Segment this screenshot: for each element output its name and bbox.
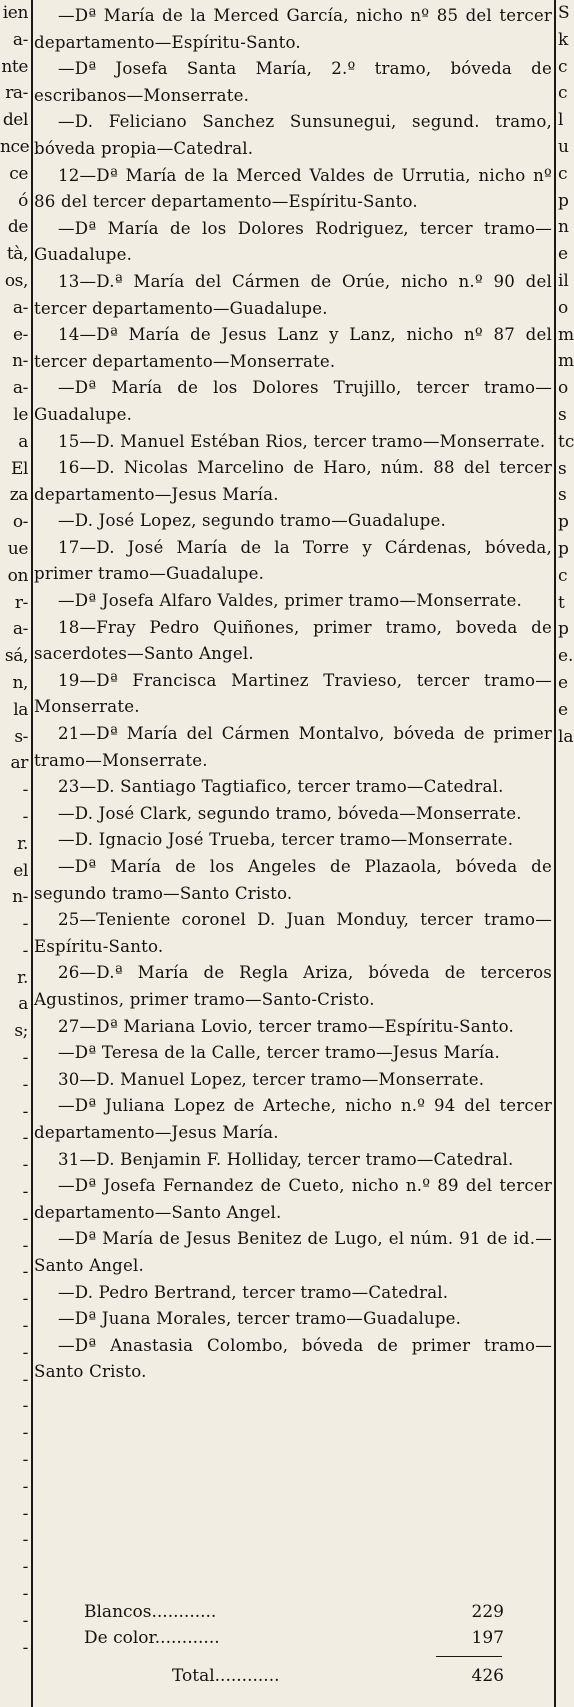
- right-fragment-line: n: [558, 217, 569, 238]
- burial-entry: 18—Fray Pedro Quiñones, primer tramo, boveda de sacerdotes—Santo Angel.: [34, 617, 552, 664]
- left-fragment-line: ien: [2, 3, 28, 23]
- burial-entry: —D. José Clark, segundo tramo, bóveda—Monserrate.: [58, 803, 522, 823]
- left-fragment-line: sá,: [4, 646, 28, 667]
- burial-entry: —Dª María de los Dolores Trujillo, tercer tramo—Guadalupe.: [34, 378, 552, 424]
- right-fragment-line: o: [558, 297, 569, 318]
- totals-table: [34, 1602, 552, 1686]
- left-fragment-line: on: [7, 565, 28, 586]
- left-fragment-line: a-: [12, 378, 28, 399]
- column-rule-right: [554, 0, 556, 1707]
- left-fragment-line: nce: [0, 136, 30, 157]
- burial-entry: —D. Pedro Bertrand, tercer tramo—Catedral.: [58, 1282, 449, 1302]
- left-fragment-line: -: [22, 1128, 28, 1149]
- left-fragment-line: -: [22, 1155, 28, 1176]
- burial-entry: 14—Dª María de Jesus Lanz y Lanz, nicho nº 87 del tercer departamento—Monserrate.: [34, 325, 552, 371]
- left-fragment-line: -: [22, 1048, 28, 1069]
- burial-entry: —Dª María de los Dolores Rodriguez, tercer tramo—Guadalupe.: [34, 218, 552, 265]
- left-fragment-line: e-: [12, 324, 28, 345]
- left-fragment-line: r.: [17, 833, 28, 854]
- burial-entry: —D. Feliciano Sanchez Sunsunegui, segund. tramo, bóveda propia—Catedral.: [34, 112, 552, 158]
- left-fragment-line: -: [22, 1584, 28, 1605]
- left-fragment-line: a-: [12, 619, 28, 640]
- right-fragment-line: o: [558, 378, 569, 399]
- left-fragment-line: -: [22, 1289, 28, 1310]
- right-fragment-line: s: [558, 458, 567, 479]
- left-fragment-line: r-: [14, 592, 28, 613]
- burial-entry: 23—D. Santiago Tagtiafico, tercer tramo—Catedral.: [58, 777, 504, 797]
- left-fragment-line: -: [22, 1208, 28, 1229]
- left-fragment-line: os,: [4, 270, 28, 291]
- burial-entry: —Dª María de los Angeles de Plazaola, bóveda de segundo tramo—Santo Cristo.: [34, 857, 552, 903]
- left-fragment-line: del: [2, 110, 28, 131]
- burial-entry: —Dª Josefa Santa María, 2.º tramo, bóveda de escribanos—Monserrate.: [34, 59, 552, 105]
- burial-entry: —Dª María de la Merced García, nicho nº 85 del tercer departamento—Espíritu-Santo.: [34, 6, 552, 52]
- left-fragment-line: El: [10, 458, 28, 479]
- burial-entry: 31—D. Benjamin F. Holliday, tercer tramo—Catedral.: [58, 1149, 514, 1169]
- burial-entry: —D. José Lopez, segundo tramo—Guadalupe.: [58, 511, 446, 531]
- totals-row-blancos: [34, 1602, 552, 1628]
- left-fragment-line: -: [22, 780, 28, 801]
- burial-entry: 12—Dª María de la Merced Valdes de Urrutia, nicho nº 86 del tercer departamento—Espíritu-Santo.: [34, 165, 552, 212]
- right-fragment-line: m: [558, 351, 574, 372]
- right-fragment-line: l: [558, 110, 564, 131]
- totals-row-color: [34, 1628, 552, 1654]
- right-fragment-line: t: [558, 592, 565, 613]
- burial-entry: 26—D.ª María de Regla Ariza, bóveda de terceros Agustinos, primer tramo—Santo-Cristo.: [34, 963, 552, 1009]
- burial-entry: 15—D. Manuel Estéban Rios, tercer tramo—Monserrate.: [58, 431, 546, 451]
- totals-row-total: [34, 1666, 552, 1692]
- left-fragment-line: -: [22, 1530, 28, 1551]
- left-fragment-line: -: [22, 1423, 28, 1444]
- left-fragment-line: nte: [1, 56, 28, 77]
- right-fragment-line: c: [558, 163, 568, 184]
- left-fragment-line: a-: [12, 29, 28, 50]
- totals-value-blancos: 229: [471, 1602, 504, 1622]
- left-fragment-line: ra-: [5, 83, 28, 104]
- right-fragment-line: p: [558, 619, 569, 640]
- left-fragment-line: tà,: [6, 244, 28, 265]
- burial-entry: —Dª Teresa de la Calle, tercer tramo—Jesus María.: [58, 1043, 500, 1063]
- right-fragment-line: c: [558, 565, 568, 586]
- right-fragment-line: S: [558, 3, 570, 23]
- right-fragment-line: p: [558, 190, 569, 211]
- left-fragment-line: -: [22, 914, 28, 935]
- left-fragment-line: -: [22, 1262, 28, 1283]
- right-fragment-line: p: [558, 512, 569, 533]
- right-fragment-line: la: [558, 726, 574, 747]
- left-fragment-line: -: [22, 1610, 28, 1631]
- burial-entry: —Dª Josefa Alfaro Valdes, primer tramo—Monserrate.: [58, 591, 522, 611]
- right-fragment-line: p: [558, 538, 569, 559]
- burial-entry: —Dª Josefa Fernandez de Cueto, nicho n.º 89 del tercer departamento—Santo Angel.: [34, 1176, 552, 1222]
- burial-entry: 13—D.ª María del Cármen de Orúe, nicho n.º 90 del tercer departamento—Guadalupe.: [34, 271, 552, 318]
- left-fragment-line: -: [22, 1476, 28, 1497]
- right-fragment-line: m: [558, 324, 574, 345]
- totals-label-total: Total............: [172, 1666, 280, 1686]
- right-fragment-line: e.: [558, 646, 574, 667]
- left-fragment-line: la: [13, 699, 28, 720]
- left-column-fragment: [0, 0, 30, 1707]
- burial-entry: 21—Dª María del Cármen Montalvo, bóveda de primer tramo—Monserrate.: [34, 724, 552, 770]
- totals-value-total: 426: [471, 1666, 504, 1686]
- left-fragment-line: za: [9, 485, 28, 506]
- left-fragment-line: le: [13, 404, 28, 425]
- left-fragment-line: a: [18, 994, 28, 1015]
- left-fragment-line: -: [22, 1637, 28, 1658]
- left-fragment-line: r.: [17, 967, 28, 988]
- right-fragment-line: e: [558, 672, 569, 693]
- left-fragment-line: s-: [14, 726, 28, 747]
- right-fragment-line: s: [558, 485, 567, 506]
- burial-entry: 19—Dª Francisca Martinez Travieso, tercer tramo—Monserrate.: [34, 670, 552, 717]
- burial-entry: 27—Dª Mariana Lovio, tercer tramo—Espíritu-Santo.: [58, 1016, 514, 1036]
- totals-sum-rule: [436, 1656, 502, 1657]
- totals-value-color: 197: [471, 1628, 504, 1648]
- left-fragment-line: -: [22, 1074, 28, 1095]
- burial-entry: —Dª Juana Morales, tercer tramo—Guadalupe.: [58, 1309, 462, 1329]
- burial-entry: —Dª Juliana Lopez de Arteche, nicho n.º 94 del tercer departamento—Jesus María.: [34, 1096, 552, 1142]
- burial-entry: 25—Teniente coronel D. Juan Monduy, tercer tramo—Espíritu-Santo.: [34, 910, 552, 956]
- left-fragment-line: n-: [12, 351, 28, 372]
- right-fragment-line: tc: [558, 431, 574, 452]
- column-rule-left: [31, 0, 33, 1707]
- left-fragment-line: el: [13, 860, 28, 881]
- right-fragment-line: u: [558, 136, 569, 157]
- left-fragment-line: -: [22, 1450, 28, 1471]
- left-fragment-line: -: [22, 1316, 28, 1337]
- left-fragment-line: ar: [10, 753, 28, 774]
- burial-register-list: [34, 3, 552, 1386]
- right-fragment-line: c: [558, 56, 568, 77]
- left-fragment-line: ue: [7, 538, 28, 559]
- left-fragment-line: n,: [12, 672, 28, 693]
- left-fragment-line: -: [22, 1101, 28, 1122]
- left-fragment-line: n-: [12, 887, 28, 908]
- left-fragment-line: ce: [9, 163, 28, 184]
- burial-entry: —Dª Anastasia Colombo, bóveda de primer tramo—Santo Cristo.: [34, 1335, 552, 1382]
- left-fragment-line: -: [22, 806, 28, 827]
- burial-entry: 30—D. Manuel Lopez, tercer tramo—Monserrate.: [58, 1069, 485, 1089]
- left-fragment-line: a-: [12, 297, 28, 318]
- right-fragment-line: k: [558, 29, 569, 50]
- burial-entry: 16—D. Nicolas Marcelino de Haro, núm. 88 del tercer departamento—Jesus María.: [34, 458, 552, 504]
- left-fragment-line: -: [22, 1396, 28, 1417]
- totals-label-blancos: Blancos............: [84, 1602, 217, 1622]
- left-fragment-line: -: [22, 1369, 28, 1390]
- burial-entry: —Dª María de Jesus Benitez de Lugo, el núm. 91 de id.—Santo Angel.: [34, 1229, 552, 1275]
- left-fragment-line: s;: [14, 1021, 28, 1042]
- right-column-fragment: [557, 0, 574, 1707]
- right-fragment-line: e: [558, 699, 569, 720]
- left-fragment-line: -: [22, 1342, 28, 1363]
- burial-entry: —D. Ignacio José Trueba, tercer tramo—Monserrate.: [58, 830, 514, 850]
- burial-entry: 17—D. José María de la Torre y Cárdenas, bóveda, primer tramo—Guadalupe.: [34, 537, 552, 584]
- right-fragment-line: c: [558, 83, 568, 104]
- left-fragment-line: ó: [18, 190, 28, 211]
- left-fragment-line: o-: [12, 512, 28, 533]
- right-fragment-line: s: [558, 404, 567, 425]
- left-fragment-line: a: [18, 431, 28, 452]
- left-fragment-line: -: [22, 1557, 28, 1578]
- left-fragment-line: de: [7, 217, 28, 238]
- totals-label-color: De color............: [84, 1628, 220, 1648]
- left-fragment-line: -: [22, 1182, 28, 1203]
- left-fragment-line: -: [22, 1503, 28, 1524]
- right-fragment-line: e: [558, 244, 569, 265]
- left-fragment-line: -: [22, 1235, 28, 1256]
- right-fragment-line: il: [558, 270, 569, 291]
- left-fragment-line: -: [22, 940, 28, 961]
